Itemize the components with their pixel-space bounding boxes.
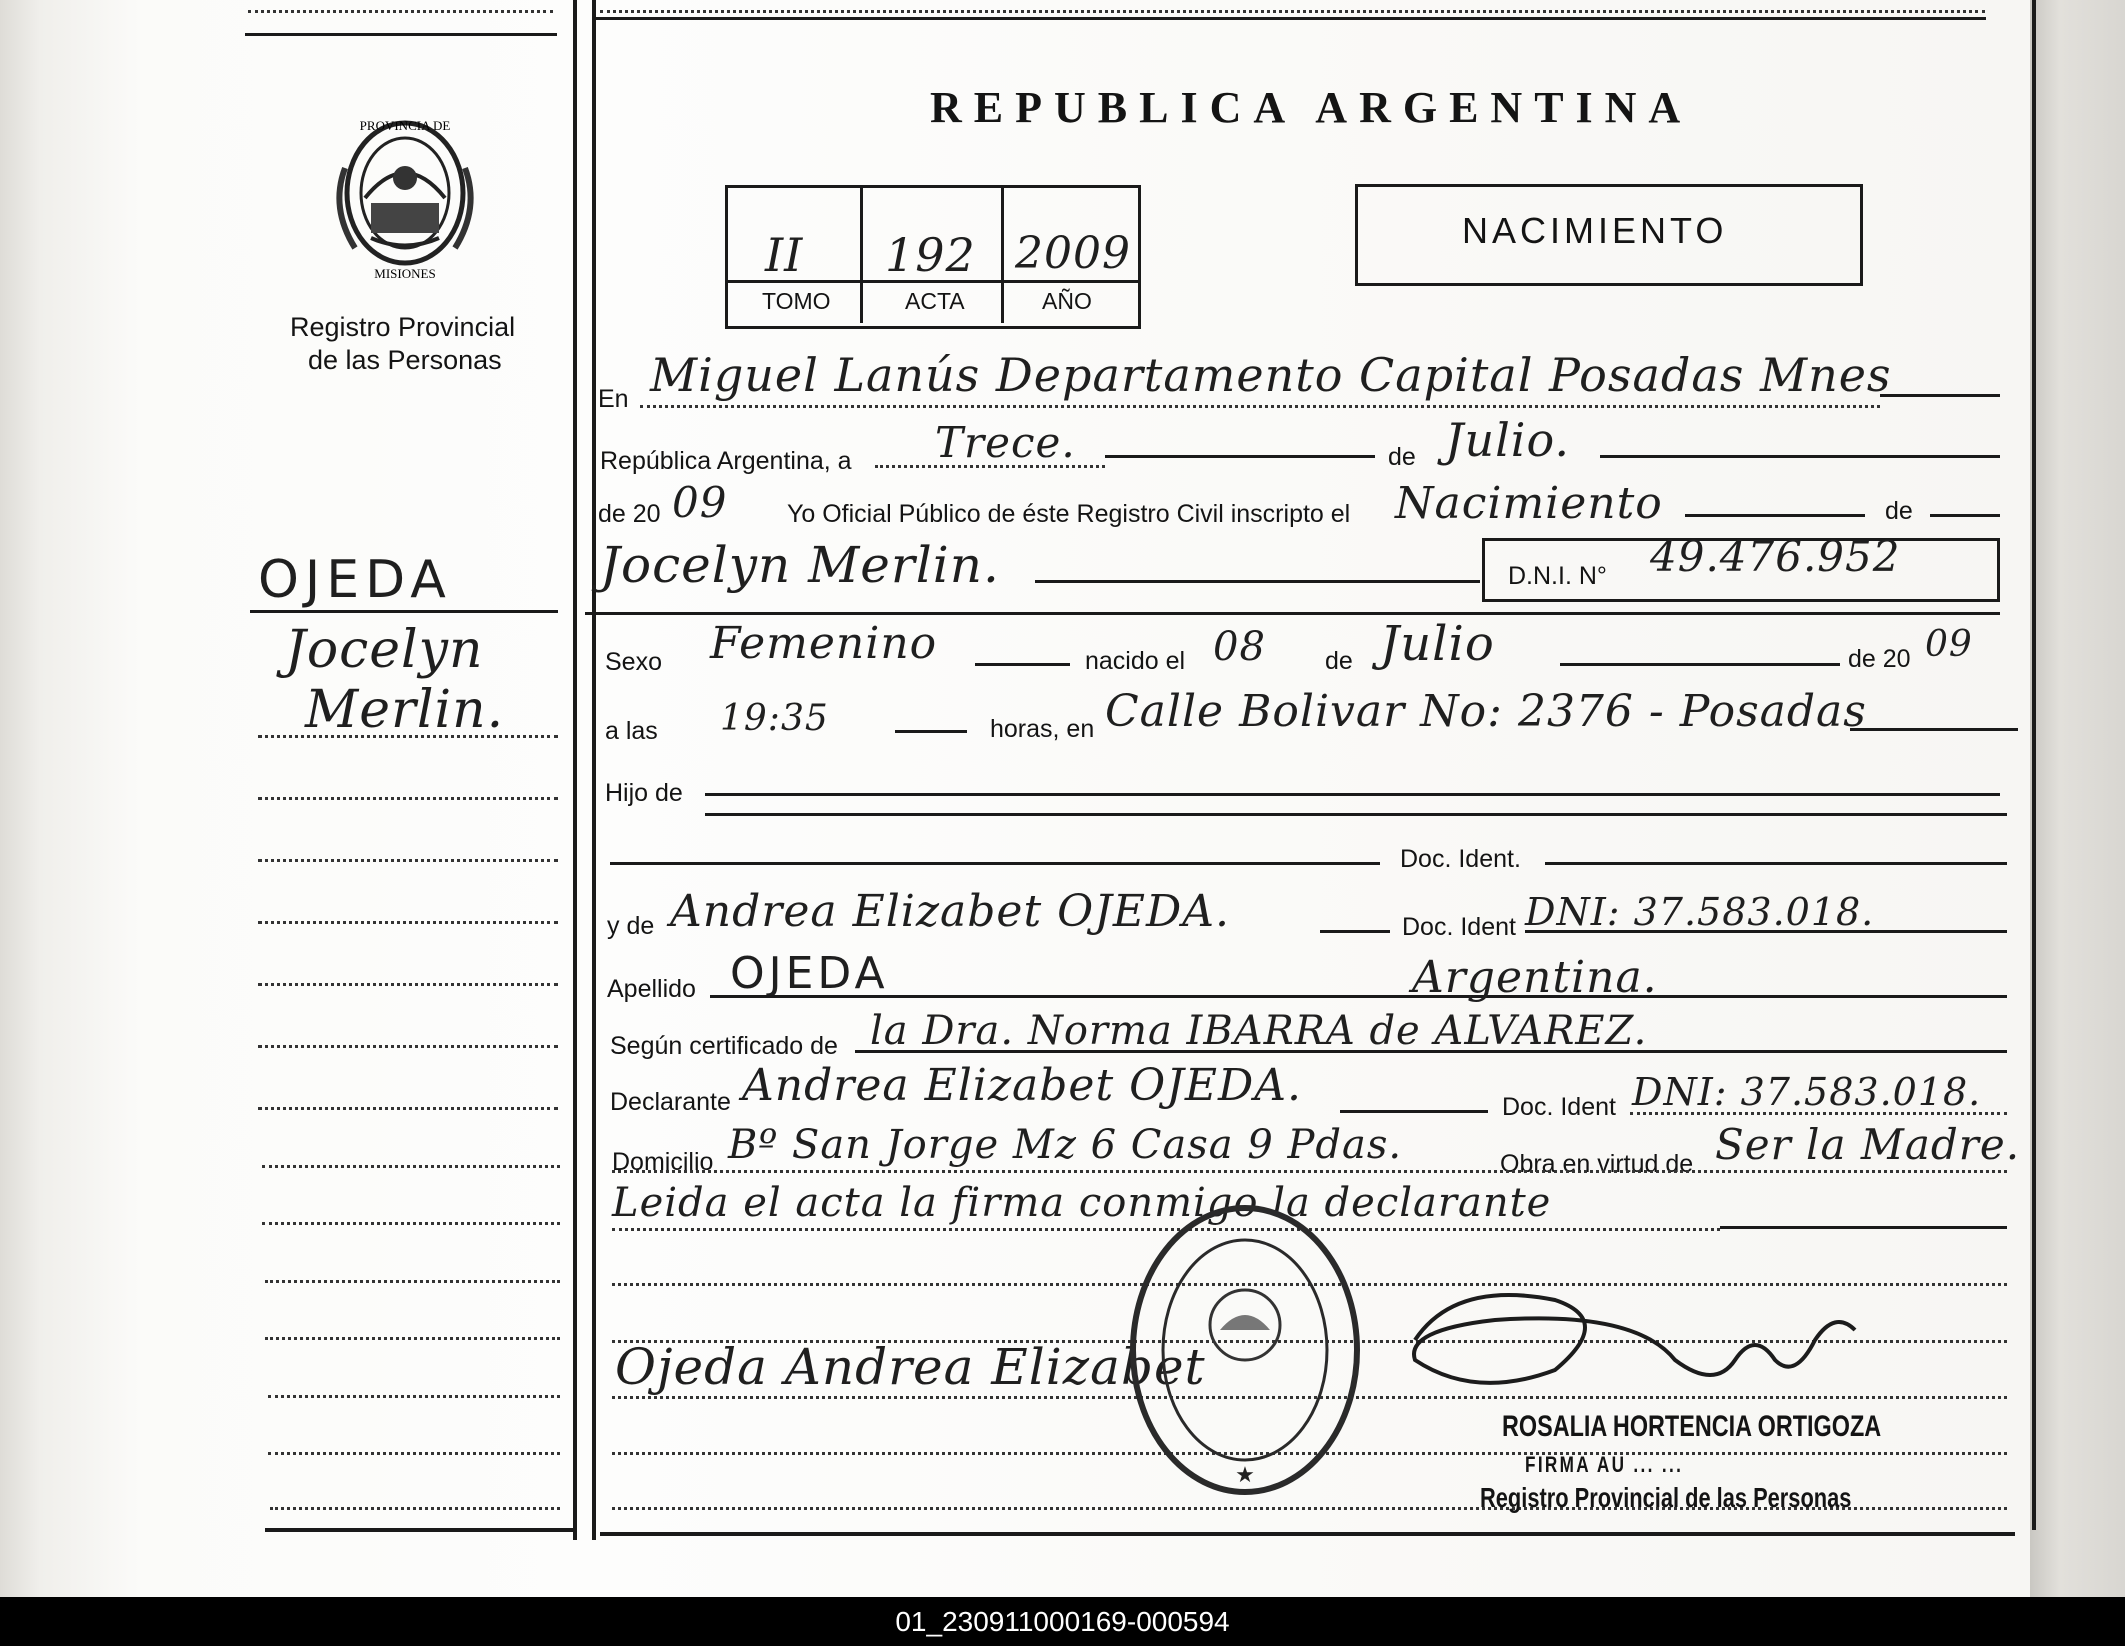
bottom-rule [600,1532,2015,1536]
line [705,793,2000,796]
de20-label-2: de 20 [1848,645,1911,673]
declarante-label: Declarante [610,1088,731,1116]
registry-line1: Registro Provincial [290,312,516,342]
line [1600,455,2000,458]
anio-value: 2009 [1015,228,1131,279]
dotted-line [258,735,558,738]
tomo-value: II [765,228,804,282]
line [1850,728,2018,731]
dotted-line [258,921,558,924]
margin-given1: Jocelyn [285,620,484,680]
dni-label: D.N.I. N° [1508,562,1607,590]
declarante-doc: DNI: 37.583.018. [1632,1070,1982,1114]
docident-label-2: Doc. Ident [1402,913,1516,941]
sexo-value: Femenino [710,618,938,669]
inscripto-value: Nacimiento [1395,478,1663,529]
line [710,995,2007,998]
divider [250,610,558,613]
hora-value: 19:35 [720,698,829,739]
divider [265,1528,577,1532]
svg-text:PROVINCIA DE: PROVINCIA DE [359,118,451,133]
dotted-line [612,1170,2007,1173]
horas-label: horas, en [990,715,1095,743]
line [895,730,967,733]
alas-label: a las [605,717,658,745]
dia-value: Trece. [935,418,1076,467]
nacido-label: nacido el [1085,647,1186,675]
certificado-label: Según certificado de [610,1032,838,1060]
dotted-line [262,1222,560,1225]
provincial-seal-icon [325,108,485,283]
margin-surname: OJEDA [258,550,452,610]
line [1035,580,1480,583]
dotted-line [270,1507,560,1510]
declarante-value: Andrea Elizabet OJEDA. [742,1060,1302,1111]
acta-label: ACTA [905,288,965,314]
madre-doc: DNI: 37.583.018. [1525,890,1875,934]
nacido-mes: Julio [1380,616,1495,672]
leida-value: Leida el acta la firma conmigo la declarante [612,1180,1552,1226]
apellido-value: OJEDA [730,948,889,999]
line [1560,663,1840,666]
lugar-value: Calle Bolivar No: 2376 - Posadas [1105,686,1867,737]
yde-label: y de [607,912,655,940]
line [1720,1226,2007,1229]
margin-given2: Merlin. [305,680,505,740]
docident-label: Doc. Ident. [1400,845,1521,873]
registry-line2: de las Personas [308,345,502,375]
docident-label-3: Doc. Ident [1502,1093,1616,1121]
nacido-anio: 09 [1925,624,1973,665]
dotted-line [875,465,1105,468]
svg-text:MISIONES: MISIONES [374,266,436,281]
en-value: Miguel Lanús Departamento Capital Posadas Mnes [650,348,1892,402]
line [975,663,1070,666]
dotted-line [258,797,558,800]
acta-value: 192 [885,228,976,282]
official-name: ROSALIA HORTENCIA ORTIGOZA [1502,1410,1882,1443]
official-title-1: FIRMA AU ... ... [1525,1452,1684,1477]
de-label-3: de [1325,647,1353,675]
dotted-line [640,405,1880,408]
line [1525,930,2007,933]
tomo-label: TOMO [762,288,831,314]
line [1320,930,1390,933]
type-label: NACIMIENTO [1462,210,1728,251]
de20-label: de 20 [598,500,661,528]
dotted-line [258,1045,558,1048]
de-label: de [1388,443,1416,471]
top-rule [596,17,1986,20]
dni-value: 49.476.952 [1650,532,1901,581]
dotted-line [600,10,1985,13]
form-left-border [592,0,596,1540]
anio-year-value: 09 [672,478,728,527]
de-label-2: de [1885,497,1913,525]
sexo-label: Sexo [605,648,662,676]
acta-box-divider [860,185,863,323]
dotted-line [268,1395,560,1398]
dotted-line [265,1280,560,1283]
domicilio-label: Domicilio [612,1148,714,1176]
line [1105,455,1375,458]
official-title-2: Registro Provincial de las Personas [1480,1482,1852,1513]
dotted-line [258,1107,558,1110]
rule [705,813,2007,816]
certificado-value: la Dra. Norma IBARRA de ALVAREZ. [870,1008,1648,1054]
oficial-text: Yo Oficial Público de éste Registro Civil inscripto el [787,500,1351,528]
hijo-label: Hijo de [605,779,683,807]
obra-value: Ser la Madre. [1715,1120,2021,1169]
apellido-label: Apellido [607,975,696,1003]
line [1685,514,1865,517]
declarante-signature: Ojeda Andrea Elizabet [615,1338,1206,1396]
obra-label: Obra en virtud de [1500,1150,1694,1178]
line [1340,1110,1488,1113]
form-right-border [2032,0,2036,1530]
line [610,862,1380,865]
line [1930,514,2000,517]
dotted-line [258,859,558,862]
official-signature-icon [1375,1270,1875,1420]
line [1545,862,2007,865]
en-label: En [598,385,629,413]
line [1880,394,2000,397]
page-edge [2030,0,2125,1597]
dotted-line [1630,1112,2007,1115]
page-title: REPUBLICA ARGENTINA [930,83,1693,132]
dotted-line [265,1337,560,1340]
nacido-dia: 08 [1213,624,1266,670]
left-column-border [573,0,577,1540]
republica-label: República Argentina, a [600,447,852,475]
dotted-line [262,1165,560,1168]
divider [245,33,557,36]
filename-label: 01_230911000169-000594 [895,1606,1230,1637]
anio-label: AÑO [1042,288,1092,314]
mes-value: Julio. [1445,413,1570,467]
acta-box-divider [1001,185,1004,323]
domicilio-value: Bº San Jorge Mz 6 Casa 9 Pdas. [728,1122,1403,1168]
dotted-line [268,1452,560,1455]
nombre-value: Jocelyn Merlin. [600,536,1000,594]
dotted-line [248,10,553,13]
nacionalidad-value: Argentina. [1412,952,1658,1003]
svg-text:★: ★ [1235,1462,1255,1487]
official-stamp-icon [1125,1200,1365,1500]
rule [585,612,2000,615]
dotted-line [258,983,558,986]
line [855,1050,2007,1053]
madre-value: Andrea Elizabet OJEDA. [670,886,1230,937]
